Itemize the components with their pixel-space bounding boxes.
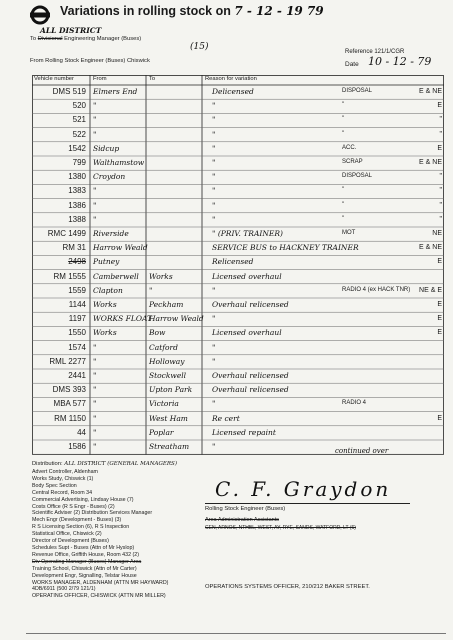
to-cell: Bow — [149, 328, 166, 338]
vehicle-number: MBA 577 — [53, 399, 86, 409]
reason-cell: " — [212, 143, 216, 153]
vehicle-number: 1550 — [68, 328, 86, 338]
from-cell: Riverside — [93, 229, 129, 238]
variations-table — [32, 75, 444, 455]
bottom-rule — [26, 633, 446, 634]
date-value: 10 - 12 - 79 — [368, 55, 432, 68]
to-cell: Victoria — [149, 399, 179, 409]
reason-cell: " — [212, 115, 216, 125]
distribution-item: Schedules Supt - Buses (Attn of Mr Hyslop) — [32, 544, 135, 551]
to-recipient: Engineering Manager (Buses) — [64, 36, 142, 42]
distribution-item: Development Engr, Signalling, Telstar House — [32, 572, 137, 579]
vehicle-number: 1144 — [68, 300, 86, 309]
distribution-note: ALL DISTRICT (GENERAL MANAGERS) — [64, 461, 177, 467]
distribution-item: Advert Controller, Aldenham — [32, 469, 98, 475]
continued-note: continued over — [335, 447, 389, 455]
to-cell: Peckham — [149, 300, 184, 309]
distribution-item: Div Operating Manager (Buses) Manager Area — [32, 558, 142, 565]
to-cell: Harrow Weald — [149, 314, 204, 324]
from-cell: " — [93, 200, 97, 210]
to-cell: Upton Park — [149, 385, 193, 395]
reason-cell: SERVICE BUS to HACKNEY TRAINER — [212, 243, 359, 253]
dist-cell: " — [439, 130, 442, 138]
vehicle-number: 522 — [72, 129, 86, 139]
distribution-item: Central Record, Room 34 — [32, 489, 93, 496]
vehicle-number: 1388 — [68, 214, 86, 224]
from-cell: Works — [93, 328, 117, 338]
vehicle-number: 1542 — [68, 143, 86, 153]
reason-cell: " — [212, 285, 216, 295]
reason-cell: Overhaul relicensed — [212, 300, 289, 309]
reason-cell: " — [212, 172, 216, 182]
struck-assistants-list: CEN, ARNOS, NTHBL, WEST, AY, RYE, SANDS, WATFORD, LT (6) — [205, 525, 356, 531]
from-cell: " — [93, 214, 97, 224]
from-cell: Elmers End — [93, 87, 138, 96]
code-cell: DISPOSAL — [342, 88, 373, 94]
distribution-item: Director of Development (Buses) — [32, 538, 109, 545]
code-cell: SCRAP — [342, 159, 363, 165]
from-cell: Walthamstow — [93, 158, 145, 167]
operations-note: OPERATIONS SYSTEMS OFFICER, 210/212 BAKER STREET. — [205, 584, 370, 590]
date-label: Date — [345, 61, 359, 68]
from-cell: " — [93, 427, 97, 437]
to-cell: Streatham — [149, 442, 190, 451]
from-cell: " — [93, 115, 97, 125]
column-header-vehicle: Vehicle number — [34, 76, 74, 82]
vehicle-number: 1586 — [68, 442, 86, 451]
column-header-to: To — [149, 76, 156, 82]
vehicle-number: 1197 — [68, 314, 86, 324]
distribution-title — [32, 461, 177, 467]
dist-cell: NE — [432, 230, 442, 237]
vehicle-number: 520 — [72, 101, 86, 111]
reason-cell: " — [212, 342, 216, 352]
distribution-item: Statistical Office, Chiswick (2) — [32, 531, 102, 538]
reason-cell: " — [212, 158, 216, 167]
distribution-item: Costs Office (R S Engr - Buses) (2) — [32, 503, 115, 510]
signature: C. F. Graydon — [215, 477, 392, 501]
code-cell: DISPOSAL — [342, 173, 373, 180]
from-cell: " — [93, 442, 97, 451]
code-cell: " — [342, 187, 345, 194]
from-cell: Croydon — [93, 172, 126, 182]
code-cell: " — [342, 215, 345, 222]
distribution-item: Training School, Chiswick (Attn of Mr Carter) — [32, 565, 137, 572]
to-cell: Catford — [149, 342, 178, 352]
to-cell: Poplar — [149, 427, 174, 437]
reason-cell: Relicensed — [212, 257, 254, 267]
reference-number: Reference 121/1/CGR — [345, 49, 405, 55]
distribution-list — [32, 469, 168, 600]
vehicle-number: RM 1150 — [54, 413, 86, 423]
distribution-item: 4DB/6911 (500 2/79 121/1) — [32, 586, 96, 593]
from-cell: " — [93, 342, 97, 352]
vehicle-number: DMS 519 — [52, 87, 86, 96]
roundel-logo-icon — [30, 5, 50, 25]
reason-cell: " — [212, 129, 216, 139]
column-header-from: From — [93, 76, 107, 82]
distribution-item: Revenue Office, Griffith House, Room 432 (2) — [32, 551, 139, 558]
vehicle-number: 1559 — [68, 285, 86, 295]
from-cell: " — [93, 186, 97, 196]
code-cell: " — [342, 201, 345, 208]
from-cell: WORKS FLOAT — [93, 314, 152, 324]
vehicle-number: 1386 — [68, 200, 86, 210]
distribution-item: Works Study, Chiswick (1) — [32, 475, 94, 482]
reason-cell: Delicensed — [212, 87, 254, 96]
vehicle-number: 799 — [72, 158, 86, 167]
to-cell: Stockwell — [149, 371, 187, 380]
column-header-reason: Reason for variation — [205, 76, 257, 82]
dist-cell: E — [437, 414, 442, 422]
vehicle-number: RML 2277 — [49, 356, 86, 366]
dist-cell: " — [439, 187, 442, 195]
title-prefix: Variations in rolling stock on — [60, 4, 235, 18]
dist-cell: E & NE — [419, 159, 442, 166]
distribution-item: Body Spec Section — [32, 482, 77, 489]
code-cell: RADIO 4 — [342, 400, 367, 407]
to-cell: West Ham — [149, 413, 188, 423]
title-date: 7 - 12 - 19 79 — [234, 4, 324, 18]
code-cell: " — [342, 130, 345, 137]
dist-cell: E — [437, 258, 442, 266]
reason-cell: " — [212, 214, 216, 224]
from-cell: " — [93, 413, 97, 423]
struck-assistants-line: Area Administration Assistants — [205, 517, 279, 523]
code-cell: ACC. — [342, 144, 357, 151]
dist-cell: E — [437, 144, 442, 152]
vehicle-number: 1383 — [68, 186, 86, 196]
reason-cell: " — [212, 442, 216, 451]
distribution-item: WORKS MANAGER, ALDENHAM (ATTN MR HAYWARD) — [32, 579, 169, 586]
signed-as: Rolling Stock Engineer (Buses) — [205, 506, 286, 512]
form-title — [60, 4, 324, 18]
code-cell: RADIO 4 (ex HACK TNR) — [342, 286, 411, 293]
vehicle-number: 2498 — [68, 257, 86, 267]
dist-cell: " — [439, 116, 442, 124]
vehicle-number: 1574 — [68, 342, 86, 352]
from-cell: Works — [93, 300, 117, 309]
vehicle-number: 44 — [77, 427, 86, 437]
distribution-item: Commercial Advertising, Lindsay House (7) — [32, 496, 134, 503]
reason-cell: Overhaul relicensed — [212, 371, 289, 380]
reason-cell: Licensed repaint — [212, 427, 276, 437]
dist-cell: E — [437, 102, 442, 110]
to-cell: " — [149, 285, 153, 295]
reason-cell: Re cert — [212, 413, 240, 423]
reason-cell: " — [212, 186, 216, 196]
vehicle-number: RM 1555 — [53, 271, 86, 281]
from-cell: Harrow Weald — [93, 243, 148, 253]
signature-line — [205, 503, 410, 504]
from-cell: " — [93, 385, 97, 395]
dist-cell: E & NE — [419, 88, 442, 95]
reason-cell: " — [212, 356, 216, 366]
distribution-label: Distribution: — [32, 461, 63, 467]
from-cell: " — [93, 371, 97, 380]
reason-cell: Licensed overhaul — [212, 271, 282, 281]
from-cell: " — [93, 101, 97, 111]
reason-cell: " — [212, 101, 216, 111]
from-cell: " — [93, 356, 97, 366]
to-cell: Works — [149, 271, 173, 281]
from-cell: Putney — [93, 257, 120, 267]
dist-cell: E — [437, 301, 442, 308]
dist-cell: E — [437, 329, 442, 337]
to-struck-word: Divisional — [37, 36, 63, 42]
distribution-item: Scientific Adviser (2) Distribution Services Manager — [32, 510, 153, 517]
dist-cell: " — [439, 201, 442, 209]
to-line: To Divisional Engineering Manager (Buses) — [30, 36, 142, 42]
from-cell: Clapton — [93, 285, 123, 295]
vehicle-number: RM 31 — [62, 243, 86, 253]
reason-cell: Licensed overhaul — [212, 328, 282, 338]
code-cell: " — [342, 102, 345, 109]
form-number: (15) — [190, 42, 209, 52]
from-cell: " — [93, 399, 97, 409]
vehicle-number: 2441 — [68, 371, 86, 380]
reason-cell: " — [212, 399, 216, 409]
reason-cell: " — [212, 200, 216, 210]
vehicle-number: DMS 393 — [52, 385, 86, 395]
reason-cell: " (PRIV. TRAINER) — [212, 229, 283, 238]
from-cell: Sidcup — [93, 143, 120, 153]
dist-cell: NE & E — [419, 286, 442, 294]
distribution-item: R S Licensing Section (6), R S Inspection — [32, 524, 130, 531]
distribution-item: OPERATING OFFICER, CHISWICK (ATTN MR MILLER) — [32, 593, 166, 600]
vehicle-number: 521 — [72, 115, 86, 125]
from-cell: " — [93, 129, 97, 139]
code-cell: MOT — [342, 230, 356, 236]
reason-cell: " — [212, 314, 216, 324]
to-cell: Holloway — [149, 356, 185, 366]
distribution-item: Mech Engr (Development - Buses) (3) — [32, 517, 122, 524]
dist-cell: E — [437, 315, 442, 323]
to-organisation: ALL DISTRICT — [40, 26, 102, 35]
vehicle-number: 1380 — [68, 172, 86, 182]
dist-cell: " — [439, 215, 442, 223]
dist-cell: " — [439, 173, 442, 181]
code-cell: " — [342, 116, 345, 123]
reason-cell: Overhaul relicensed — [212, 385, 289, 395]
dist-cell: E & NE — [419, 244, 442, 252]
vehicle-number: RMC 1499 — [47, 229, 86, 238]
from-line: From Rolling Stock Engineer (Buses) Chiswick — [30, 58, 150, 64]
from-cell: Camberwell — [93, 271, 139, 281]
